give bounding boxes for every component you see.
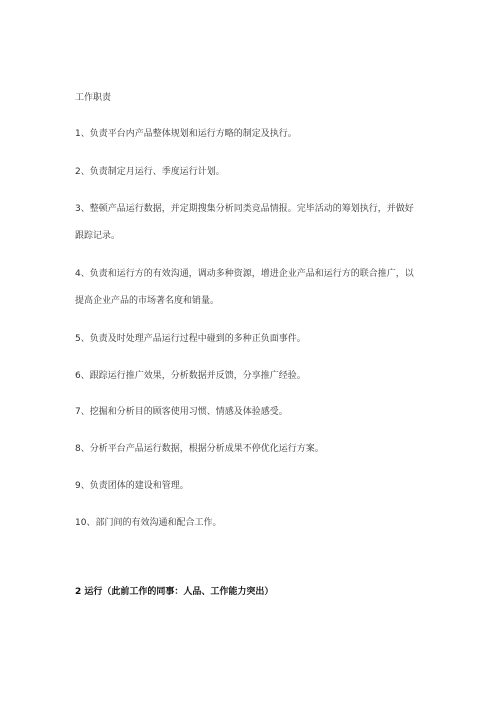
duty-item-3: 3、整顿产品运行数据，并定期搜集分析同类竞品情报。完毕活动的筹划执行，并做好 xyxy=(75,204,414,214)
duty-item-1: 1、负责平台内产品整体规划和运行方略的制定及执行。 xyxy=(75,129,297,139)
duty-item-9: 9、负责团体的建设和管理。 xyxy=(75,481,189,491)
duty-item-7: 7、挖掘和分析目的顾客使用习惯、情感及体验感受。 xyxy=(75,407,288,417)
duty-item-10: 10、部门间的有效沟通和配合工作。 xyxy=(75,518,222,528)
duty-item-3-cont: 跟踪记录。 xyxy=(75,231,121,241)
duty-item-8: 8、分析平台产品运行数据，根据分析成果不停优化运行方案。 xyxy=(75,444,324,454)
duty-item-4-cont: 提高企业产品的市场著名度和销量。 xyxy=(75,296,220,306)
section-2-heading: 2 运行（此前工作的同事：人品、工作能力突出） xyxy=(75,587,274,597)
duty-item-2: 2、负责制定月运行、季度运行计划。 xyxy=(75,167,225,177)
section-heading: 工作职责 xyxy=(75,93,112,103)
duty-item-5: 5、负责及时处理产品运行过程中碰到的多种正负面事件。 xyxy=(75,334,306,344)
duty-item-6: 6、跟踪运行推广效果，分析数据并反馈，分享推广经验。 xyxy=(75,371,306,381)
duty-item-4: 4、负责和运行方的有效沟通，调动多种资源，增进企业产品和运行方的联合推广，以 xyxy=(75,269,414,279)
